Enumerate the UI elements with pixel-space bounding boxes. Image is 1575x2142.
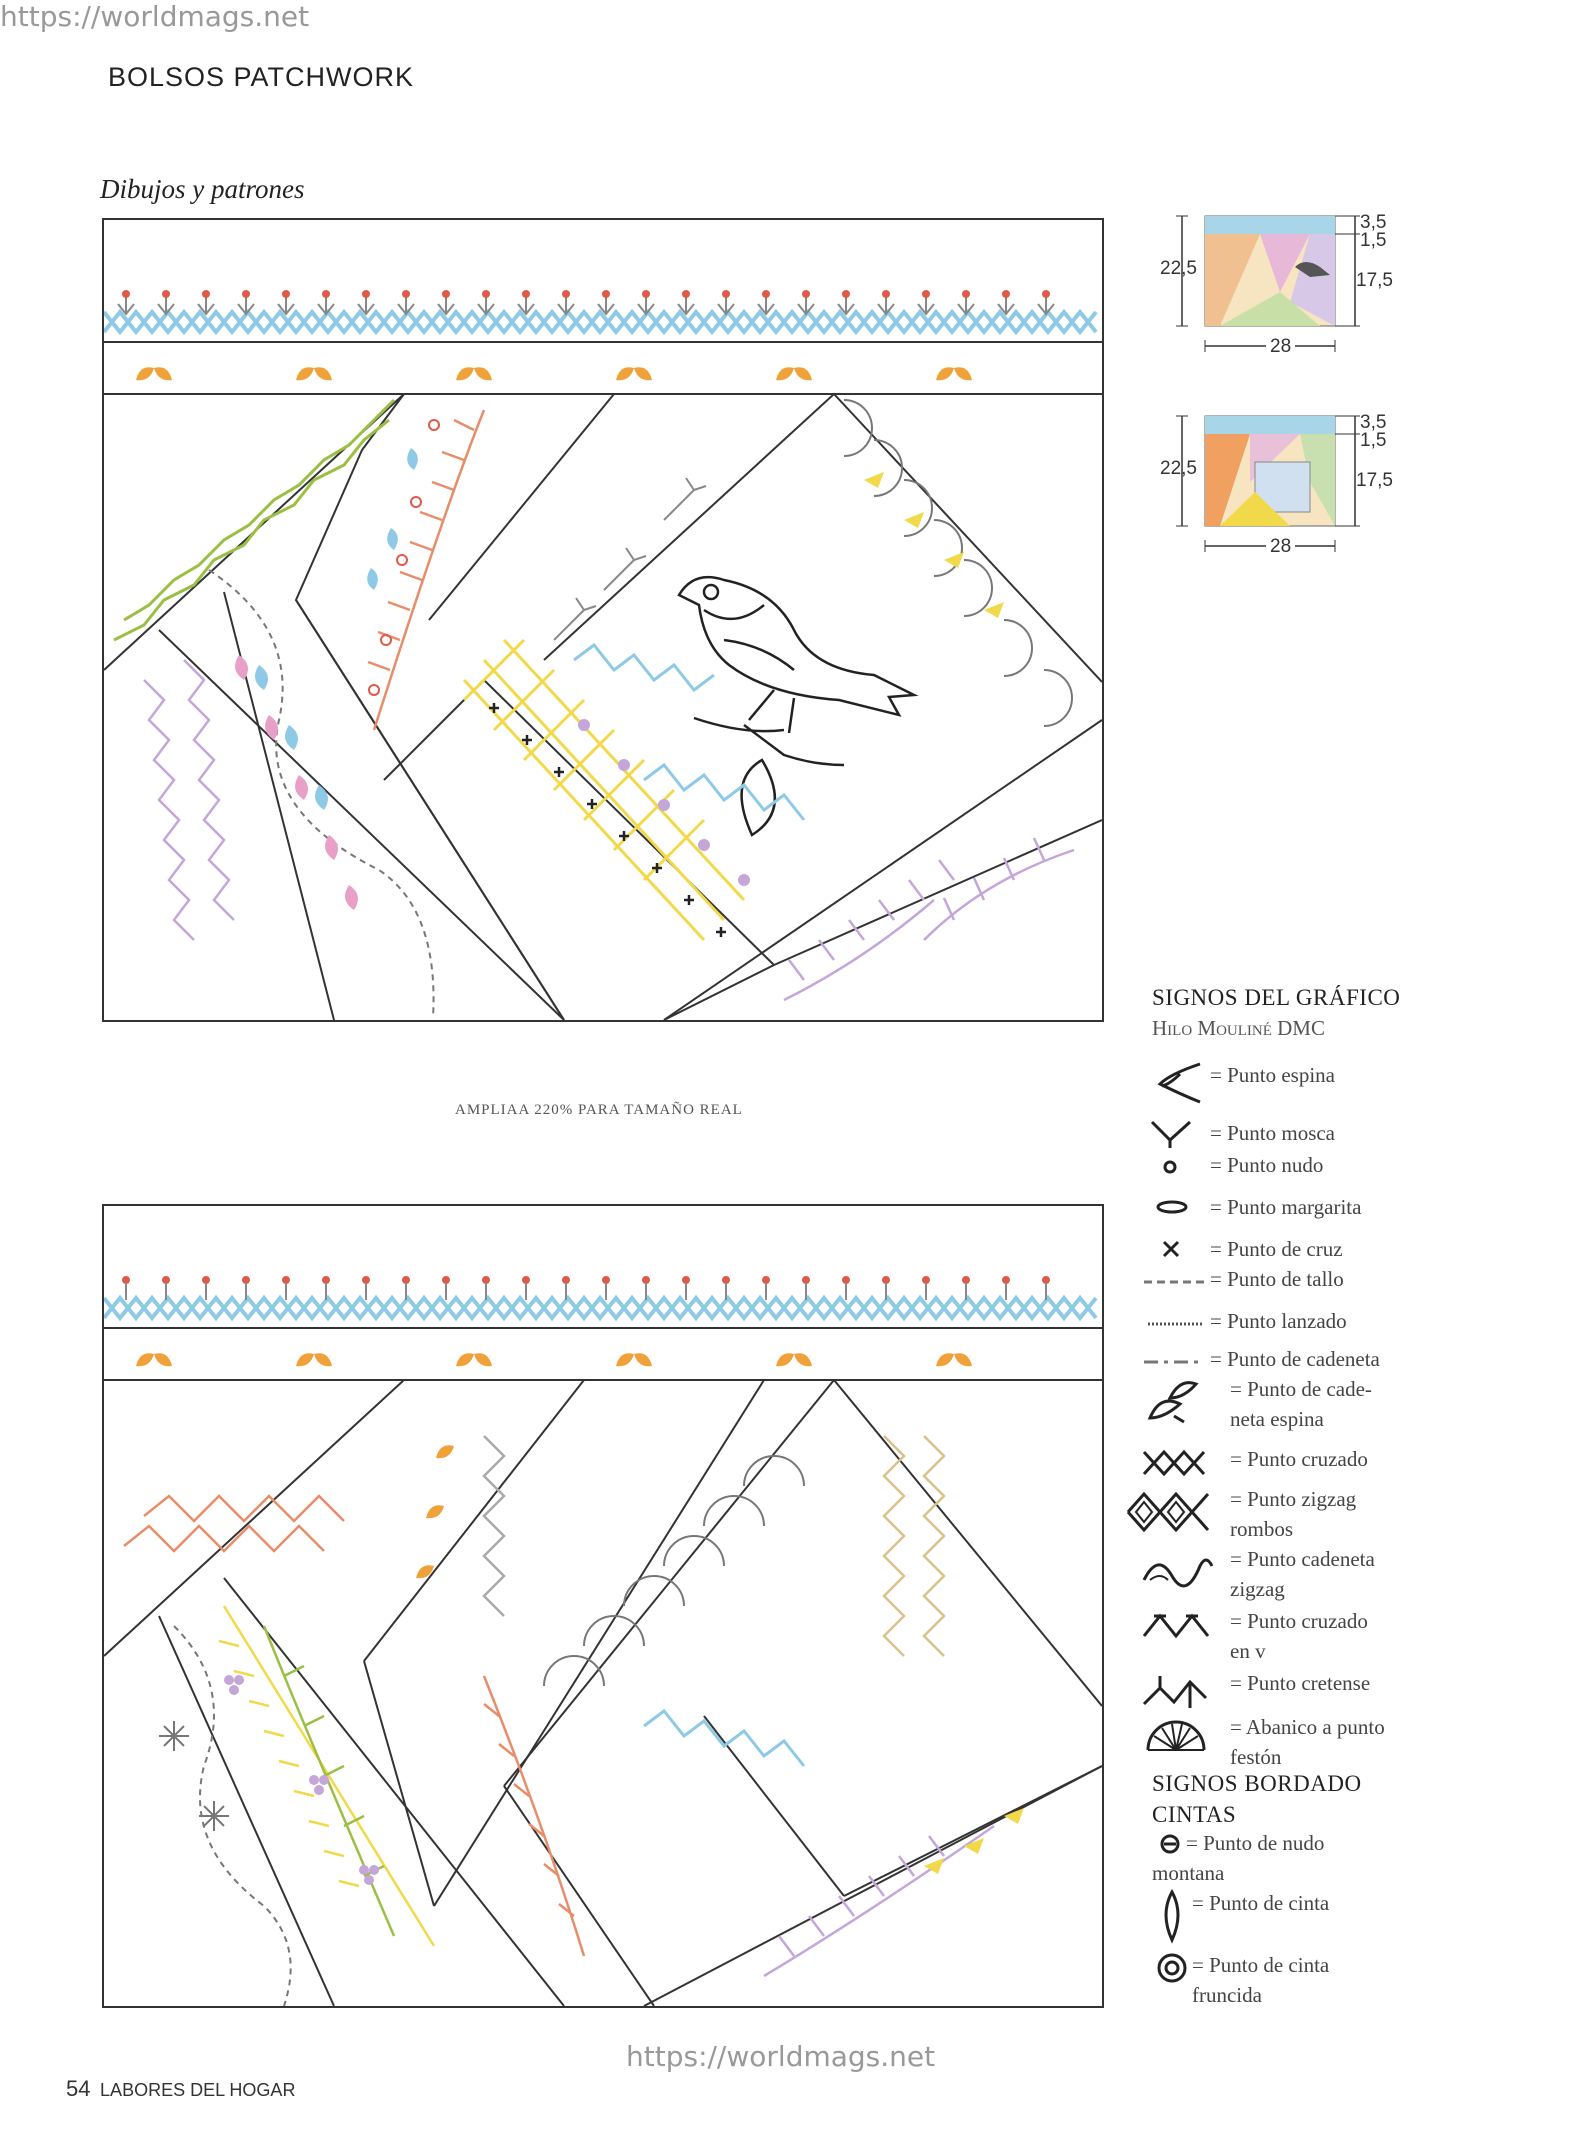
subtitle: Dibujos y patrones <box>100 174 305 204</box>
patch-lines-top <box>104 394 1102 1020</box>
ribbon-stitch-icon <box>1152 1888 1192 1944</box>
legend-item-lanzado <box>1140 1306 1347 1336</box>
legend-label: = Punto lanzado <box>1210 1309 1347 1333</box>
legend-item-abanico <box>1140 1712 1385 1772</box>
legend-item-nudo <box>1140 1150 1323 1180</box>
legend-subtitle: Hilo Mouliné DMC <box>1152 1016 1325 1040</box>
ribbon-item-nudo <box>1152 1828 1324 1888</box>
legend-label: = Punto nudo <box>1210 1153 1324 1177</box>
herringbone-icon <box>1140 1444 1216 1484</box>
page-footer <box>66 2076 295 2102</box>
thumbnail-front <box>1160 212 1400 362</box>
spine-stitch-icon <box>1140 1060 1210 1106</box>
enlarge-caption: AMPLIAA 220% PARA TAMAÑO REAL <box>455 1102 743 1118</box>
chain-stitch-icon <box>1140 1344 1210 1374</box>
legend-item-espina <box>1140 1060 1335 1106</box>
legend-item-cretense <box>1140 1668 1370 1714</box>
knot-stitch-icon <box>1140 1150 1210 1180</box>
thumb2-right: 17,5 <box>1356 470 1393 491</box>
ribbon-item-cinta <box>1152 1888 1329 1944</box>
legend-label: = Punto cruzado en v <box>1230 1609 1368 1663</box>
legend-item-tallo <box>1140 1264 1344 1294</box>
legend-label: = Punto de cadeneta <box>1210 1347 1380 1371</box>
cretan-stitch-icon <box>1140 1668 1216 1714</box>
fly-stitch-icon <box>1140 1118 1210 1148</box>
thumb2-width: 28 <box>1266 536 1295 558</box>
legend-label: = Punto de cruz <box>1210 1237 1343 1261</box>
legend-label: = Punto de cade- neta espina <box>1230 1377 1372 1431</box>
feathered-chain-icon <box>1140 1374 1200 1430</box>
legend-label: = Punto cadeneta zigzag <box>1230 1547 1375 1601</box>
thumb2-top1: 3,5 <box>1360 412 1387 433</box>
legend-label: = Punto cruzado <box>1230 1447 1368 1471</box>
thumb2-height: 22,5 <box>1160 458 1197 479</box>
legend-label: = Punto margarita <box>1210 1195 1362 1219</box>
ribbon-label: = Punto de nudo montana <box>1152 1831 1325 1885</box>
thumb1-top1: 3,5 <box>1360 212 1387 233</box>
ribbon-item-cinta-fruncida <box>1152 1950 1329 2010</box>
legend-label: = Punto zigzag rombos <box>1230 1487 1357 1541</box>
thumb1-height: 22,5 <box>1160 258 1197 279</box>
pattern-panel-top <box>102 218 1104 1022</box>
gathered-ribbon-icon <box>1152 1950 1192 1990</box>
thumb2-top2: 1,5 <box>1360 430 1387 451</box>
pattern-panel-bottom <box>102 1204 1104 2008</box>
thumb1-right: 17,5 <box>1356 270 1393 291</box>
watermark-bottom[interactable]: https://worldmags.net <box>626 2040 936 2073</box>
legend-item-cruzado-v <box>1140 1606 1368 1666</box>
legend-item-cruzado <box>1140 1444 1368 1484</box>
ribbon-label: = Punto de cinta fruncida <box>1192 1953 1330 2007</box>
thumb1-width: 28 <box>1266 336 1295 358</box>
border-blue-zigzag <box>104 312 1096 332</box>
pattern-drawing-top <box>104 220 1102 1020</box>
border-flowers <box>136 367 972 380</box>
straight-stitch-icon <box>1140 1306 1210 1336</box>
legend-item-zigzag-rombos <box>1124 1484 1356 1544</box>
page-number: 54 <box>66 2076 91 2101</box>
legend-item-cadeneta <box>1140 1344 1380 1374</box>
bird-drawing <box>679 577 914 835</box>
zigzag-diamond-icon <box>1124 1484 1214 1540</box>
fan-stitches-bottom <box>544 1456 804 1686</box>
legend-title: SIGNOS DEL GRÁFICO <box>1152 985 1401 1010</box>
buttonhole-fan-icon <box>1140 1712 1216 1758</box>
thumbnail-back <box>1160 412 1400 562</box>
legend-item-cadeneta-espina <box>1140 1374 1372 1434</box>
section-title: BOLSOS PATCHWORK <box>108 62 415 92</box>
ribbon-legend-title: SIGNOS BORDADO CINTAS <box>1152 1771 1362 1827</box>
legend-label: = Punto mosca <box>1210 1121 1336 1145</box>
legend-label: = Punto de tallo <box>1210 1267 1344 1291</box>
patch-lines-bottom <box>104 1380 1102 2006</box>
cross-stitch-icon <box>1140 1234 1210 1264</box>
legend-item-mosca <box>1140 1118 1335 1148</box>
daisy-stitch-icon <box>1140 1192 1210 1222</box>
legend-item-cruz <box>1140 1234 1343 1264</box>
legend-label: = Abanico a punto festón <box>1230 1715 1385 1769</box>
watermark-top[interactable]: https://worldmags.net <box>0 0 310 33</box>
thumb1-top2: 1,5 <box>1360 230 1387 251</box>
zigzag-chain-icon <box>1140 1544 1216 1600</box>
v-herringbone-icon <box>1140 1606 1216 1646</box>
legend-label: = Punto cretense <box>1230 1671 1371 1695</box>
legend-item-cadeneta-zigzag <box>1140 1544 1375 1604</box>
ribbon-label: = Punto de cinta <box>1192 1891 1330 1915</box>
pattern-drawing-bottom <box>104 1206 1102 2006</box>
legend-item-margarita <box>1140 1192 1361 1222</box>
stem-stitch-icon <box>1140 1264 1210 1294</box>
magazine-name: LABORES DEL HOGAR <box>100 2080 296 2100</box>
legend-label: = Punto espina <box>1210 1063 1336 1087</box>
